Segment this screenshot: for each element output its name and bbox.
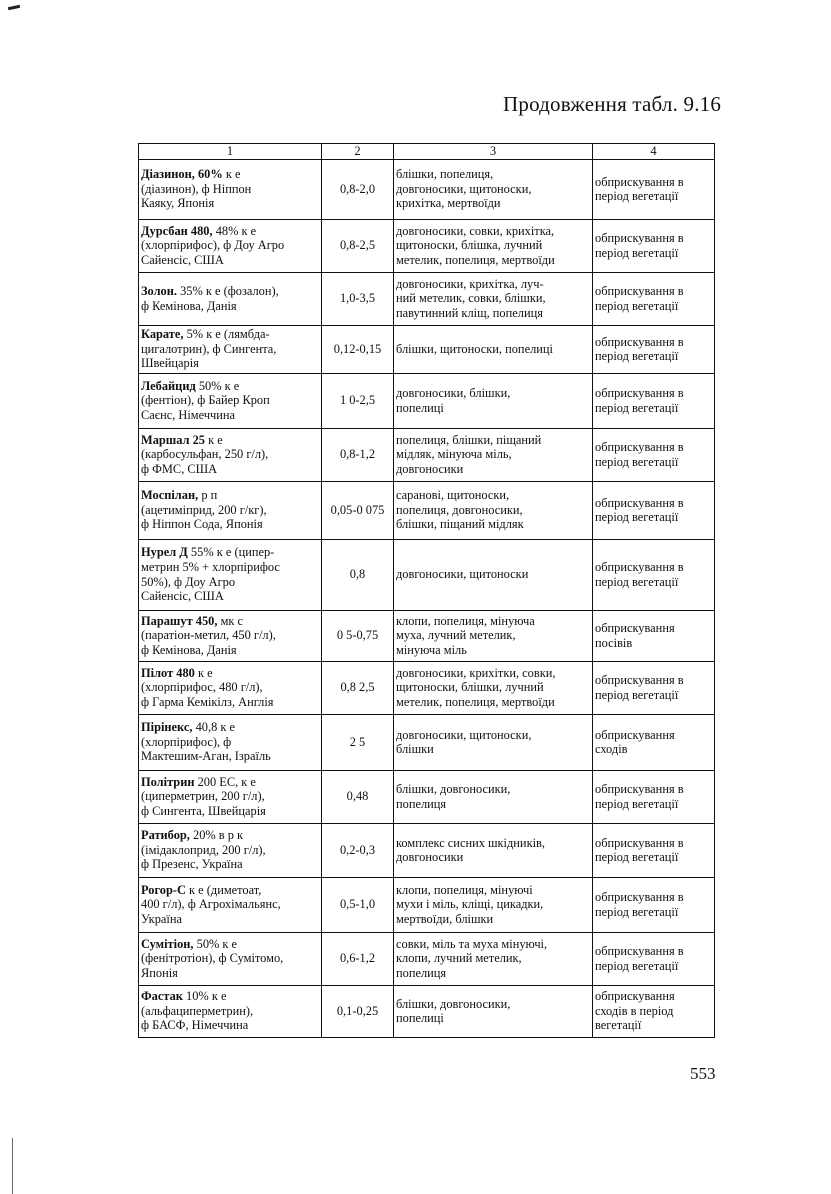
pests-cell <box>394 770 593 823</box>
rate-cell: 1 0-2,5 <box>322 373 394 428</box>
preparation-detail-line: метрин 5% + хлорпірифос <box>141 560 280 574</box>
timing-cell <box>593 428 715 481</box>
preparation-first-line <box>141 720 319 735</box>
scan-corner-mark <box>8 5 20 10</box>
pests-line: клопи, лучний метелик, <box>396 951 522 966</box>
preparation-name: Нурел Д <box>141 545 188 560</box>
preparation-detail-line: Мактешим-Аган, Ізраїль <box>141 749 271 764</box>
preparation-detail-line: ф ФМС, США <box>141 461 218 476</box>
pests-line: довгоносики, совки, крихітка, <box>396 223 555 238</box>
preparation-name: Рогор-С <box>141 882 186 897</box>
preparation-detail-line: 50%), ф Доу Агро <box>141 574 236 589</box>
preparation-detail-line: Швейцарія <box>141 356 199 371</box>
pests-line: метелик, попелиця, мертвоїди <box>396 252 555 267</box>
preparation-detail-line: Сайенсіс, США <box>141 252 224 267</box>
preparation-name: Парашут 450, <box>141 613 218 628</box>
table-body <box>139 144 715 1038</box>
rate-cell: 0,6-1,2 <box>322 932 394 985</box>
preparation-detail-line: (діазинон), ф Ніппон <box>141 181 252 196</box>
table-row <box>139 877 715 932</box>
timing-cell <box>593 932 715 985</box>
preparation-form: 50% к е <box>196 936 238 951</box>
column-header: 4 <box>593 144 715 160</box>
pests-line: сарановi, щитоноски, <box>396 488 510 503</box>
preparation-name: Лебайцид <box>141 378 196 393</box>
timing-line: обприскування в <box>595 386 684 400</box>
pests-cell <box>394 877 593 932</box>
pests-line: попелиця, блішки, піщаний <box>396 432 542 447</box>
preparation-form: к е <box>208 432 223 447</box>
pests-line: блішки, попелиця, <box>396 167 494 182</box>
timing-cell <box>593 373 715 428</box>
preparation-first-line <box>141 614 319 629</box>
timing-line: обприскування в <box>595 673 684 687</box>
timing-line: обприскування в <box>595 231 684 245</box>
preparation-cell <box>139 428 322 481</box>
preparation-first-line <box>141 284 319 299</box>
timing-line: період вегетації <box>595 400 679 415</box>
pests-cell <box>394 219 593 272</box>
preparation-first-line <box>141 167 319 182</box>
pests-line: попелиця <box>396 796 447 811</box>
timing-cell <box>593 219 715 272</box>
preparation-form: к е (диметоат, <box>189 882 262 897</box>
pests-line: комплекс сисних шкідників, <box>396 835 545 850</box>
rate-cell: 0,8 2,5 <box>322 661 394 714</box>
timing-line: період вегетації <box>595 796 679 811</box>
preparation-form: 20% в р к <box>193 828 244 843</box>
table-row <box>139 610 715 661</box>
timing-line: період вегетації <box>595 510 679 525</box>
timing-line: період вегетації <box>595 958 679 973</box>
timing-line: обприскування в <box>595 890 684 904</box>
pests-line: метелик, попелиця, мертвоїди <box>396 694 555 709</box>
preparation-first-line <box>141 828 319 843</box>
pests-cell <box>394 539 593 610</box>
preparation-cell <box>139 610 322 661</box>
preparation-detail-line: ф Кемінова, Данія <box>141 298 237 313</box>
table-row <box>139 159 715 219</box>
table-header-row <box>139 144 715 160</box>
preparation-form: к е <box>197 665 213 680</box>
pests-line: мінуюча міль <box>396 642 467 657</box>
table-row <box>139 325 715 373</box>
preparation-detail-line: (хлорпірифос), ф Доу Агро <box>141 238 285 253</box>
table-caption: Продовження табл. 9.16 <box>503 92 722 116</box>
preparation-name: Політрин <box>141 774 195 789</box>
timing-cell <box>593 159 715 219</box>
preparation-first-line <box>141 666 319 681</box>
timing-cell <box>593 325 715 373</box>
timing-cell <box>593 770 715 823</box>
preparation-detail-line: ф БАСФ, Німеччина <box>141 1018 249 1033</box>
timing-line: обприскування в <box>595 835 684 850</box>
pests-cell <box>394 481 593 539</box>
timing-line: обприскування <box>595 621 675 635</box>
pests-cell <box>394 985 593 1037</box>
pests-line: попелиця, довгоносики, <box>396 502 523 517</box>
preparation-cell <box>139 985 322 1037</box>
preparation-form: 40,8 к е <box>195 720 235 735</box>
pests-cell <box>394 325 593 373</box>
preparation-first-line <box>141 327 319 342</box>
preparation-detail-line: (хлорпірифос, 480 г/л), <box>141 680 263 695</box>
pests-line: попелиці <box>396 400 444 415</box>
timing-line: період вегетації <box>595 298 679 313</box>
pests-line: блішки, щитоноски, попелиці <box>396 341 553 356</box>
pests-line: клопи, попелиця, мінуючі <box>396 882 533 897</box>
pests-cell <box>394 823 593 877</box>
preparation-cell <box>139 661 322 714</box>
pests-line: довгоносики, крихітки, совки, <box>396 665 556 680</box>
preparation-form: 48% к е <box>215 223 257 238</box>
preparation-detail-line: Саєнс, Німеччина <box>141 407 236 422</box>
preparation-first-line <box>141 379 319 394</box>
rate-cell: 0,05-0 075 <box>322 481 394 539</box>
timing-line: обприскування в <box>595 440 684 454</box>
preparation-cell <box>139 932 322 985</box>
scan-edge-line <box>12 1138 13 1194</box>
preparation-name: Фастак <box>141 989 183 1004</box>
preparation-form: мк с <box>220 613 244 628</box>
preparation-name: Пілот 480 <box>141 665 195 680</box>
preparation-cell <box>139 159 322 219</box>
pests-line: довгоносики, блішки, <box>396 386 511 400</box>
preparation-detail-line: Україна <box>141 911 182 926</box>
preparation-detail-line: (альфациперметрин), <box>141 1003 254 1018</box>
preparation-detail-line: Сайенсіс, США <box>141 589 224 604</box>
preparation-cell <box>139 539 322 610</box>
pests-cell <box>394 373 593 428</box>
rate-cell: 0,1-0,25 <box>322 985 394 1037</box>
timing-line: обприскування в <box>595 284 684 298</box>
preparation-name: Ратибор, <box>141 828 190 843</box>
pests-line: совки, міль та муха мінуючі, <box>396 936 548 951</box>
column-header: 3 <box>394 144 593 160</box>
timing-line: вегетації <box>595 1018 642 1033</box>
timing-line: період вегетації <box>595 189 679 204</box>
timing-line: період вегетації <box>595 245 679 260</box>
preparation-detail-line: ф Презенс, Україна <box>141 857 243 872</box>
preparation-detail-line: ф Гарма Кемікілз, Англія <box>141 694 274 709</box>
pests-line: блішки, довгоносики, <box>396 782 511 796</box>
preparation-detail-line: (хлорпірифос), ф <box>141 734 232 749</box>
pests-line: мертвоїди, блішки <box>396 911 494 926</box>
pests-line: попелиці <box>396 1011 444 1026</box>
pests-line: щитоноски, блішка, лучний <box>396 238 543 253</box>
pests-line: блішки <box>396 742 434 757</box>
timing-cell <box>593 539 715 610</box>
timing-cell <box>593 714 715 770</box>
rate-cell: 0,5-1,0 <box>322 877 394 932</box>
timing-cell <box>593 823 715 877</box>
preparation-first-line <box>141 937 319 952</box>
preparation-form: 35% к е (фозалон), <box>180 284 279 298</box>
pests-line: крихітка, мертвоїди <box>396 196 501 211</box>
pests-cell <box>394 714 593 770</box>
timing-cell <box>593 481 715 539</box>
pests-line: блішки, піщаний мідляк <box>396 517 524 532</box>
preparation-detail-line: Японія <box>141 965 178 980</box>
preparation-detail-line: цигалотрин), ф Сингента, <box>141 341 277 356</box>
column-header: 1 <box>139 144 322 160</box>
timing-line: обприскування <box>595 989 675 1004</box>
pests-line: мухи і міль, кліщі, цикадки, <box>396 897 544 912</box>
preparation-cell <box>139 219 322 272</box>
table-row <box>139 714 715 770</box>
preparation-name: Сумітіон, <box>141 936 194 951</box>
rate-cell: 0,8-2,0 <box>322 159 394 219</box>
table-row <box>139 428 715 481</box>
preparation-first-line <box>141 488 319 503</box>
pesticide-table <box>138 143 715 1038</box>
timing-line: обприскування в <box>595 174 684 189</box>
rate-cell: 1,0-3,5 <box>322 272 394 325</box>
preparation-detail-line: 400 г/л), ф Агрохімальянс, <box>141 897 281 912</box>
preparation-form: 55% к е (ципер- <box>190 545 275 560</box>
pests-cell <box>394 272 593 325</box>
preparation-name: Маршал 25 <box>141 432 205 447</box>
table-row <box>139 823 715 877</box>
table-row <box>139 481 715 539</box>
rate-cell: 0,2-0,3 <box>322 823 394 877</box>
preparation-first-line <box>141 989 319 1004</box>
preparation-form: р п <box>201 488 218 503</box>
preparation-cell <box>139 272 322 325</box>
pests-line: довгоносики, крихітка, луч- <box>396 276 544 291</box>
pests-line: ний метелик, совки, блішки, <box>396 291 546 306</box>
preparation-form: 5% к е (лямбда- <box>186 327 270 342</box>
preparation-name: Дурсбан 480, <box>141 223 213 238</box>
timing-line: період вегетації <box>595 349 679 364</box>
pests-line: довгоносики, щитоноски <box>396 567 529 582</box>
rate-cell: 2 5 <box>322 714 394 770</box>
preparation-cell <box>139 823 322 877</box>
timing-line: період вегетації <box>595 687 679 702</box>
preparation-form: 200 ЕС, к е <box>197 774 256 789</box>
table-row <box>139 932 715 985</box>
page-number: 553 <box>690 1064 716 1083</box>
table-row <box>139 539 715 610</box>
table-row <box>139 373 715 428</box>
timing-line: обприскування в <box>595 782 684 796</box>
preparation-detail-line: (імідаклоприд, 200 г/л), <box>141 842 266 857</box>
pests-line: довгоносики <box>396 461 464 476</box>
preparation-detail-line: ф Сингента, Швейцарія <box>141 803 266 818</box>
preparation-detail-line: (карбосульфан, 250 г/л), <box>141 447 269 462</box>
preparation-form: 10% к е <box>186 989 227 1004</box>
pests-line: попелиця <box>396 965 447 980</box>
preparation-first-line <box>141 433 319 448</box>
table-row <box>139 661 715 714</box>
preparation-first-line <box>141 545 319 560</box>
preparation-name: Пірінекс, <box>141 720 193 735</box>
timing-cell <box>593 877 715 932</box>
preparation-name: Карате, <box>141 327 184 342</box>
preparation-cell <box>139 770 322 823</box>
pests-line: муха, лучний метелик, <box>396 628 516 643</box>
timing-line: обприскування в <box>595 560 684 574</box>
preparation-first-line <box>141 224 319 239</box>
preparation-detail-line: ф Кемінова, Данія <box>141 642 237 657</box>
rate-cell: 0,12-0,15 <box>322 325 394 373</box>
table-row <box>139 985 715 1037</box>
rate-cell: 0 5-0,75 <box>322 610 394 661</box>
table-row <box>139 272 715 325</box>
timing-line: обприскування в <box>595 944 684 958</box>
preparation-form: 50% к е <box>198 378 240 393</box>
column-header: 2 <box>322 144 394 160</box>
pests-line: довгоносики, щитоноски, <box>396 727 532 742</box>
pests-line: щитоноски, блішки, лучний <box>396 680 544 695</box>
pests-cell <box>394 428 593 481</box>
pests-cell <box>394 159 593 219</box>
pests-cell <box>394 661 593 714</box>
timing-cell <box>593 985 715 1037</box>
timing-line: сходів <box>595 742 628 757</box>
timing-line: період вегетації <box>595 454 679 469</box>
preparation-cell <box>139 714 322 770</box>
timing-line: посівів <box>595 635 633 650</box>
preparation-cell <box>139 373 322 428</box>
pests-line: павутинний кліщ, попелиця <box>396 305 543 320</box>
timing-line: сходів в період <box>595 1003 674 1018</box>
pests-line: довгоносики <box>396 850 464 865</box>
timing-cell <box>593 661 715 714</box>
pests-line: клопи, попелиця, мінуюча <box>396 613 535 628</box>
pests-cell <box>394 932 593 985</box>
table-row <box>139 770 715 823</box>
preparation-name: Діазинон, 60% <box>141 167 223 182</box>
preparation-cell <box>139 325 322 373</box>
preparation-cell <box>139 877 322 932</box>
timing-line: обприскування в <box>595 495 684 510</box>
pests-cell <box>394 610 593 661</box>
preparation-name: Золон. <box>141 284 177 298</box>
timing-line: період вегетації <box>595 904 679 919</box>
preparation-detail-line: ф Ніппон Сода, Японія <box>141 517 263 532</box>
timing-line: період вегетації <box>595 574 679 589</box>
preparation-detail-line: (ацетиміприд, 200 г/кг), <box>141 502 267 517</box>
preparation-detail-line: (фенітротіон), ф Сумітомо, <box>141 951 284 966</box>
pests-line: блішки, довгоносики, <box>396 996 511 1011</box>
rate-cell: 0,8-1,2 <box>322 428 394 481</box>
timing-cell <box>593 272 715 325</box>
preparation-detail-line: Каяку, Японія <box>141 196 215 211</box>
rate-cell: 0,8 <box>322 539 394 610</box>
preparation-name: Моспілан, <box>141 488 199 503</box>
preparation-detail-line: (циперметрин, 200 г/л), <box>141 789 265 804</box>
preparation-cell <box>139 481 322 539</box>
preparation-detail-line: (фентіон), ф Байер Кроп <box>141 393 270 408</box>
rate-cell: 0,48 <box>322 770 394 823</box>
table-row <box>139 219 715 272</box>
preparation-form: к е <box>225 167 241 182</box>
timing-line: період вегетації <box>595 850 679 865</box>
rate-cell: 0,8-2,5 <box>322 219 394 272</box>
timing-cell <box>593 610 715 661</box>
timing-line: обприскування в <box>595 334 684 349</box>
pests-line: довгоносики, щитоноски, <box>396 181 532 196</box>
timing-line: обприскування <box>595 727 675 742</box>
preparation-first-line <box>141 883 319 898</box>
preparation-detail-line: (паратіон-метил, 450 г/л), <box>141 628 276 643</box>
pests-line: мідляк, мінуюча міль, <box>396 447 512 462</box>
preparation-first-line <box>141 775 319 790</box>
